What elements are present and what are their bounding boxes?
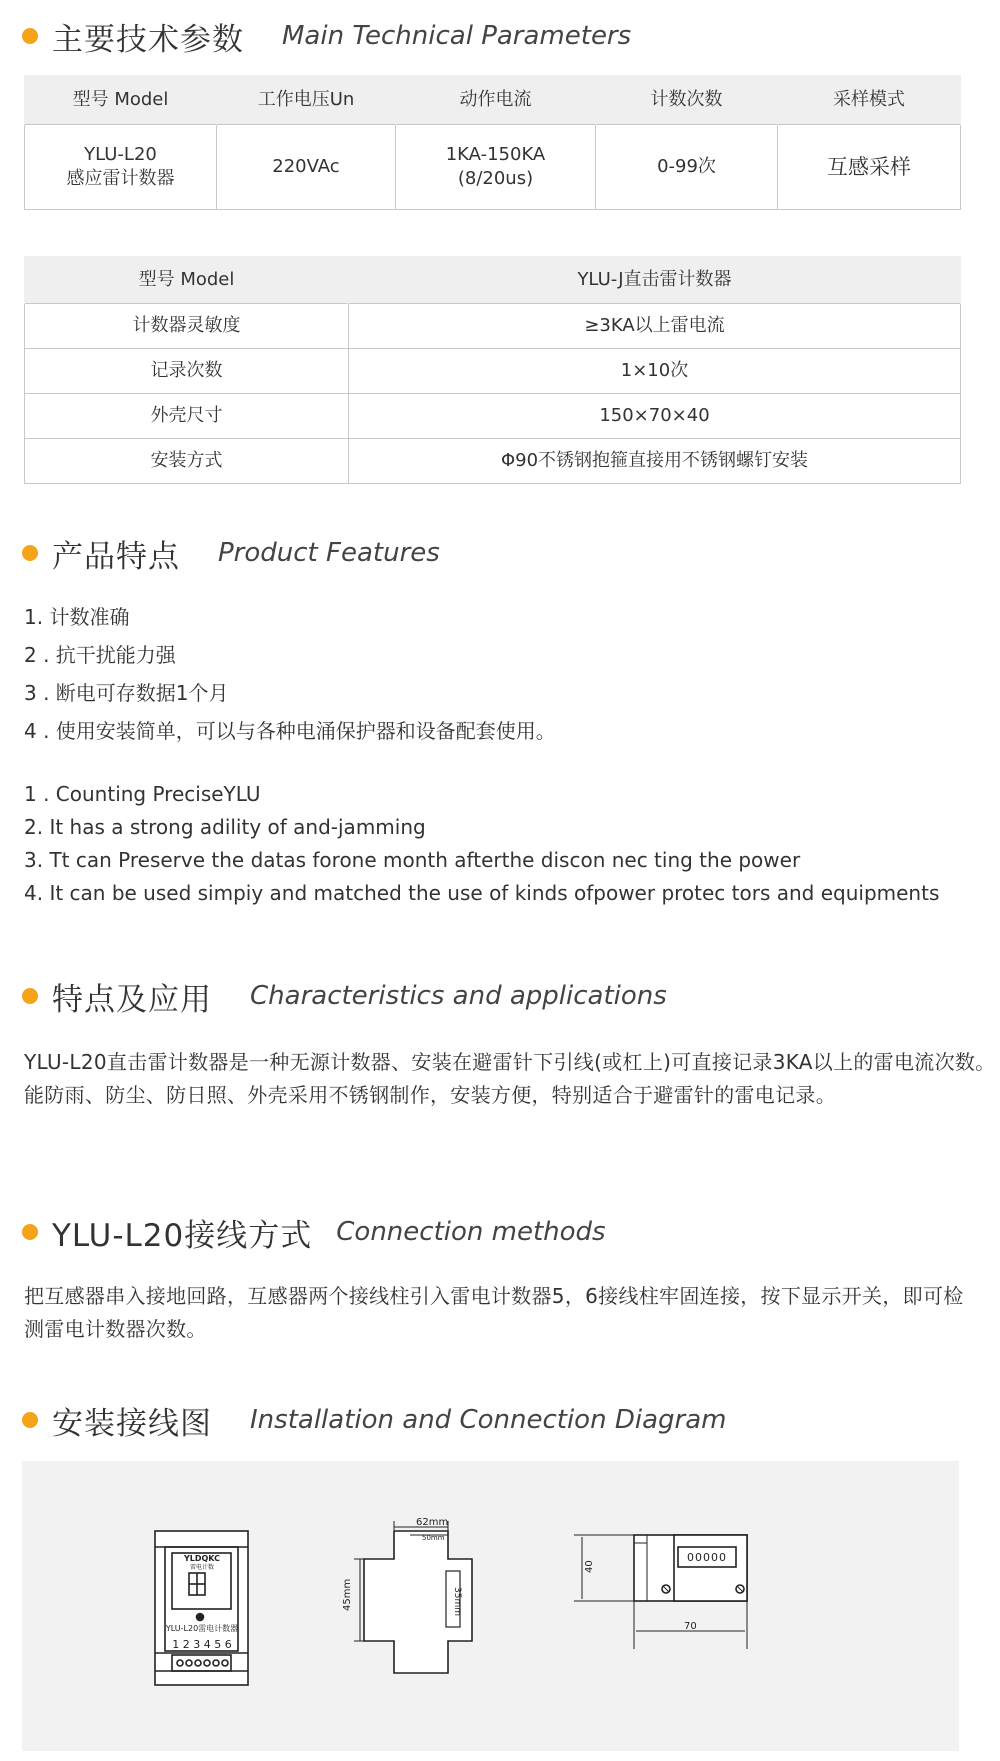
current-line2: (8/20us) xyxy=(457,168,534,189)
diagram-svg xyxy=(22,1461,959,1751)
section-title-en: Product Features xyxy=(218,538,440,568)
counter-display: 00000 xyxy=(687,1551,727,1564)
row-label: 记录次数 xyxy=(25,349,349,394)
section-title-en: Characteristics and applications xyxy=(250,981,667,1011)
row-value: 1×10次 xyxy=(349,349,961,394)
header-model: 型号 Model xyxy=(25,257,349,304)
row-value: Φ90不锈钢抱箍直接用不锈钢螺钉安装 xyxy=(349,439,961,484)
device-sub: 雷电计数 xyxy=(189,1564,215,1571)
row-label: 计数器灵敏度 xyxy=(25,304,349,349)
section-title-cn: 产品特点 xyxy=(52,538,180,575)
bullet-dot-icon xyxy=(22,1412,38,1428)
row-label: 外壳尺寸 xyxy=(25,394,349,439)
model-line2: 感应雷计数器 xyxy=(66,168,175,189)
row-label: 安装方式 xyxy=(25,439,349,484)
dim-50: 50mm xyxy=(422,1534,445,1542)
list-item: 3. Tt can Preserve the datas forone month afterthe discon nec ting the power xyxy=(24,848,801,872)
characteristics-text: YLU-L20直击雷计数器是一种无源计数器、安装在避雷针下引线(或杠上)可直接记录3KA以上的雷电流次数。能防雨、防尘、防日照、外壳采用不锈钢制作，安装方便，特别适合于避雷针的雷电记录。 xyxy=(24,1050,996,1107)
cell-voltage: 220VAc xyxy=(217,125,396,210)
installation-diagram xyxy=(22,1461,959,1751)
section-title-en: Main Technical Parameters xyxy=(282,21,632,51)
list-item: 3 . 断电可存数据1个月 xyxy=(24,681,229,705)
list-item: 4. It can be used simpiy and matched the use of kinds ofpower protec tors and equipments xyxy=(24,881,940,905)
dim-45: 45mm xyxy=(342,1578,353,1611)
list-item: 2. It has a strong adility of and-jamming xyxy=(24,815,426,839)
current-line1: 1KA-150KA xyxy=(445,144,546,165)
dim-70: 70 xyxy=(684,1621,697,1632)
model-line1: YLU-L20 xyxy=(84,144,157,165)
list-item: 2 . 抗干扰能力强 xyxy=(24,643,176,667)
bullet-dot-icon xyxy=(22,28,38,44)
section-title-cn: YLU-L20接线方式 xyxy=(52,1217,313,1254)
section-header-features xyxy=(22,533,440,573)
features-list-en xyxy=(24,778,939,910)
section-title-en: Installation and Connection Diagram xyxy=(250,1405,727,1435)
cell-current xyxy=(396,125,596,210)
cell-count: 0-99次 xyxy=(596,125,778,210)
table-row xyxy=(25,125,961,210)
header-count: 计数次数 xyxy=(596,76,778,125)
header-model: 型号 Model xyxy=(25,76,217,125)
table-header-row xyxy=(25,76,961,125)
section-header-diagram xyxy=(22,1400,726,1440)
table-row xyxy=(25,349,961,394)
cell-sampling: 互感采样 xyxy=(778,125,961,210)
section-header-params xyxy=(22,16,631,56)
row-value: 150×70×40 xyxy=(349,394,961,439)
header-voltage: 工作电压Un xyxy=(217,76,396,125)
section-title-cn: 主要技术参数 xyxy=(52,21,244,58)
params-table-l20 xyxy=(24,75,961,210)
terminal-numbers: 1 2 3 4 5 6 xyxy=(172,1638,232,1651)
table-row xyxy=(25,304,961,349)
cell-model xyxy=(25,125,217,210)
bullet-dot-icon xyxy=(22,988,38,1004)
connection-text: 把互感器串入接地回路，互感器两个接线柱引入雷电计数器5，6接线柱牢固连接，按下显示开关，即可检测雷电计数器次数。 xyxy=(24,1284,964,1341)
list-item: 1. 计数准确 xyxy=(24,605,130,629)
list-item: 4 . 使用安装简单，可以与各种电涌保护器和设备配套使用。 xyxy=(24,719,556,743)
list-item: 1 . Counting PreciseYLU xyxy=(24,782,261,806)
bullet-dot-icon xyxy=(22,1224,38,1240)
dim-40: 40 xyxy=(584,1560,595,1573)
section-title-cn: 安装接线图 xyxy=(52,1405,212,1442)
row-value: ≥3KA以上雷电流 xyxy=(349,304,961,349)
section-title-en: Connection methods xyxy=(336,1217,606,1247)
table-row xyxy=(25,439,961,484)
header-product: YLU-J直击雷计数器 xyxy=(349,257,961,304)
header-current: 动作电流 xyxy=(396,76,596,125)
section-title-cn: 特点及应用 xyxy=(52,981,212,1018)
device-brand: YLDQKC xyxy=(183,1554,221,1563)
features-list-cn xyxy=(24,598,556,750)
dim-35: 35mm xyxy=(452,1587,462,1616)
table-header-row xyxy=(25,257,961,304)
device-label: YLU-L20雷电计数器 xyxy=(165,1624,239,1633)
bullet-dot-icon xyxy=(22,545,38,561)
dim-62: 62mm xyxy=(416,1517,449,1528)
table-row xyxy=(25,394,961,439)
header-sampling: 采样模式 xyxy=(778,76,961,125)
params-table-j xyxy=(24,256,961,484)
section-header-characteristics xyxy=(22,976,667,1016)
section-header-connection xyxy=(22,1212,606,1252)
